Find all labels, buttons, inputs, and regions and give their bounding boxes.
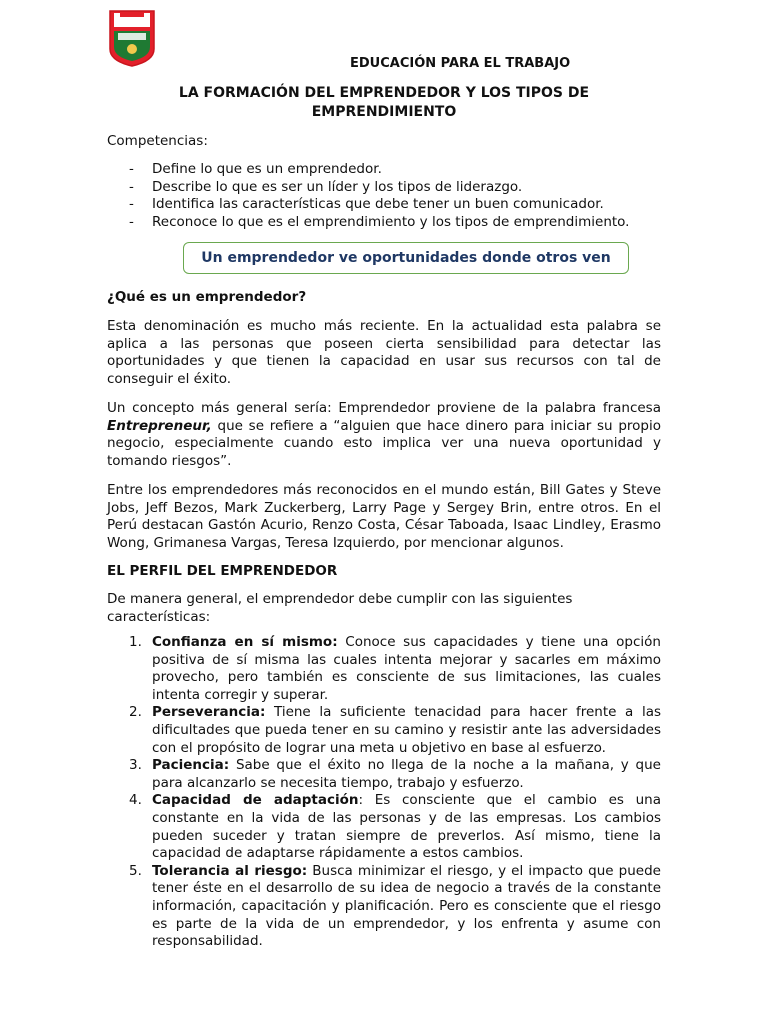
competencias-list	[107, 161, 667, 231]
crest-logo	[108, 9, 156, 67]
term-entrepreneur: Entrepreneur,	[107, 417, 212, 434]
title-line-1: LA FORMACIÓN DEL EMPRENDEDOR Y LOS TIPOS DE	[178, 85, 590, 101]
list-item-text: Define lo que es un emprendedor.	[152, 161, 382, 177]
quote-text: Un emprendedor ve oportunidades donde otros ven	[201, 250, 611, 266]
paragraph-intro: De manera general, el emprendedor debe cumplir con las siguientes características:	[107, 591, 573, 625]
item-term: Paciencia:	[152, 757, 230, 774]
item-text: : Es consciente que el cambio es una constante en la vida de las personas y de las empresas. Los cambios pueden suceder y tratan siempre de preverlos. Así mismo, tiene la capacidad de adaptarse rápidamente a estos cambios.	[152, 792, 662, 862]
item-text: Conoce sus capacidades y tiene una opción positiva de sí misma las cuales intenta mejorar y sacarles em máximo provecho, pero también es consciente de sus limitaciones, las cuales intenta corregir y superar.	[152, 634, 661, 703]
competencias-label: Competencias:	[107, 133, 208, 149]
list-item	[107, 704, 661, 757]
item-number: 3.	[129, 757, 142, 774]
item-number: 2.	[129, 704, 142, 721]
item-term: Tolerancia al riesgo:	[152, 862, 308, 879]
caracteristicas-list	[107, 634, 661, 951]
item-text: Sabe que el éxito no llega de la noche a la mañana, y que para alcanzarlo se necesita tiempo, trabajo y esfuerzo.	[152, 757, 661, 791]
paragraph-definicion: Esta denominación es mucho más reciente. En la actualidad esta palabra se aplica a las personas que poseen cierta sensibilidad para detectar las oportunidades y que tienen la capacidad en usar sus recursos con tal de conseguir el éxito.	[107, 318, 661, 387]
list-item-text: Describe lo que es ser un líder y los tipos de liderazgo.	[152, 178, 523, 195]
quote-box	[183, 242, 629, 274]
list-item	[107, 792, 661, 862]
paragraph-emprendedores: Entre los emprendedores más reconocidos en el mundo están, Bill Gates y Steve Jobs, Jeff Bezos, Mark Zuckerberg, Larry Page y Sergey Brin, entre otros. En el Perú destacan Gastón Acurio, Renzo Costa, César Taboada, Isaac Lindley, Erasmo Wong, Grimanesa Vargas, Teresa Izquierdo, por mencionar algunos.	[107, 482, 661, 551]
section-heading-que-es: ¿Qué es un emprendedor?	[107, 289, 307, 305]
title-line-2: EMPRENDIMIENTO	[311, 104, 457, 120]
list-item-text: Reconoce lo que es el emprendimiento y los tipos de emprendimiento.	[152, 213, 630, 230]
list-item	[107, 634, 661, 704]
item-term: Confianza en sí mismo:	[152, 634, 338, 650]
item-term: Capacidad de adaptación	[152, 792, 359, 809]
list-item: - Identifica las características que debe tener un buen comunicador.	[129, 196, 604, 213]
item-number: 5.	[129, 862, 142, 879]
item-number: 1.	[129, 634, 142, 650]
paragraph-text: Un concepto más general sería: Emprendedor proviene de la palabra francesa	[107, 400, 661, 416]
list-item	[107, 757, 661, 792]
list-item	[107, 863, 661, 951]
list-item-text: Identifica las características que debe tener un buen comunicador.	[152, 196, 604, 213]
paragraph-concepto	[107, 400, 661, 470]
list-item: - Define lo que es un emprendedor.	[129, 161, 382, 177]
subject-title: EDUCACIÓN PARA EL TRABAJO	[350, 56, 571, 71]
item-number: 4.	[129, 792, 142, 809]
list-item: - Reconoce lo que es el emprendimiento y los tipos de emprendimiento.	[129, 213, 630, 230]
item-term: Perseverancia:	[152, 704, 266, 721]
item-text: Tiene la suficiente tenacidad para hacer frente a las dificultades que pueda tener en su camino y resistir ante las adversidades con el propósito de lograr una meta u objetivo en base al esfuerzo.	[152, 704, 661, 756]
item-text: Busca minimizar el riesgo, y el impacto que puede tener éste en el desarrollo de su idea de negocio a través de la constante información, capacitación y planificación. Pero es consciente que el riesgo es parte de la vida de un emprendedor, y los enfrenta y asume con responsabilidad.	[152, 862, 661, 950]
paragraph-text: que se refiere a “alguien que hace dinero para iniciar su propio negocio, especialmente cuando esto implica ver una nueva oportunidad y tomando riesgos”.	[107, 417, 661, 469]
section-heading-perfil: EL PERFIL DEL EMPRENDEDOR	[107, 563, 338, 579]
document-title	[107, 84, 661, 122]
list-item: - Describe lo que es ser un líder y los tipos de liderazgo.	[129, 178, 523, 195]
